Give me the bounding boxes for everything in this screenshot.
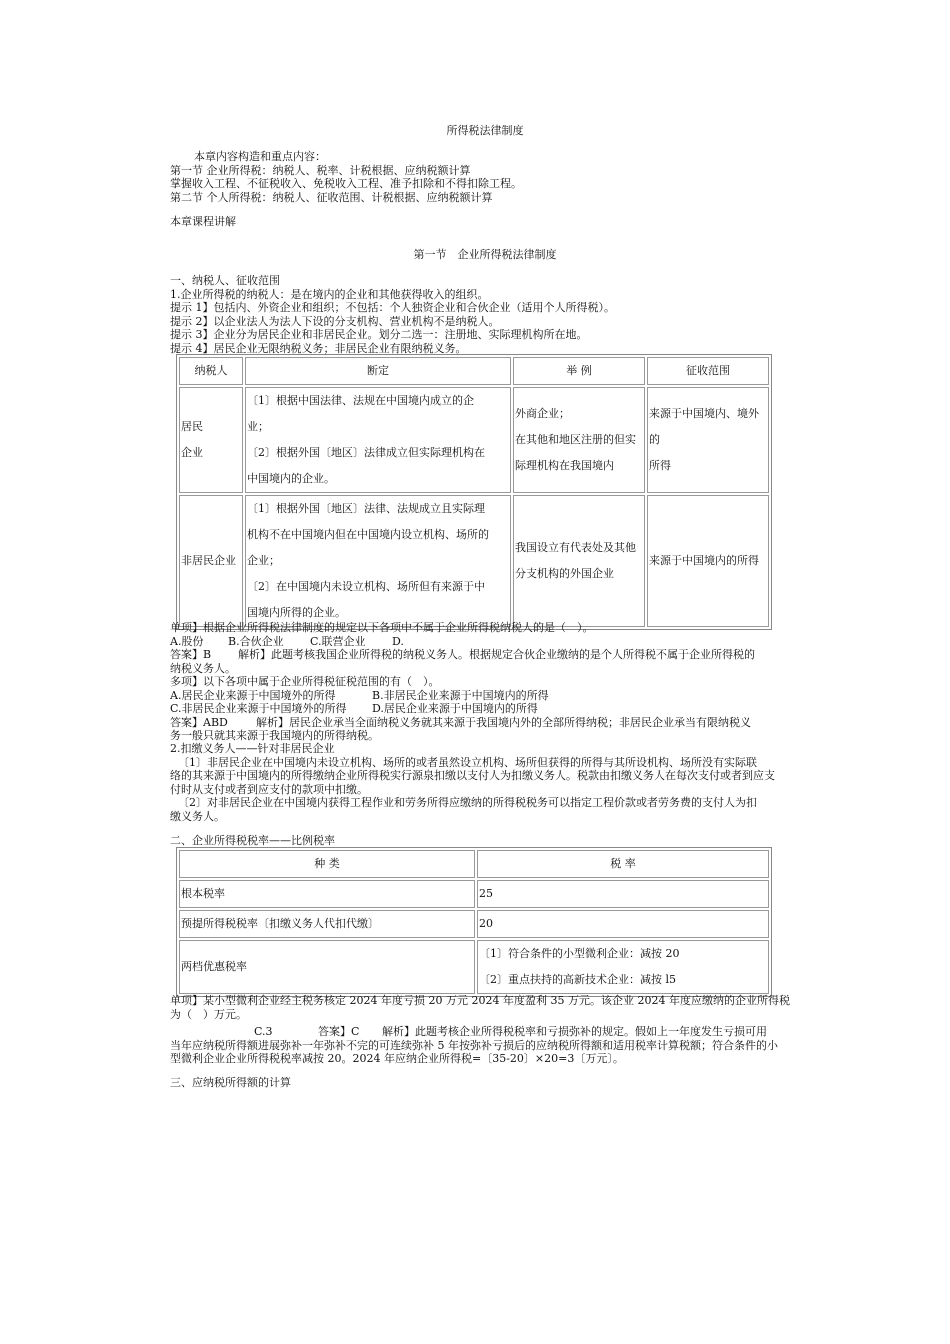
question-multi-2	[170, 675, 800, 743]
option-c: C.非居民企业来源于中国境外的所得	[170, 702, 347, 715]
question-stem: 单项】某小型微利企业经主税务核定 2024 年度亏损 20 万元 2024 年度盈利 35 万元。该企业 2024 年度应缴纳的企业所得税	[170, 994, 790, 1007]
table-header-cell: 种 类	[179, 850, 475, 878]
cell-line: 〔1〕根据外国〔地区〕法律、法规成立且实际理	[247, 502, 485, 515]
kind-cell: 预提所得税税率〔扣缴义务人代扣代缴〕	[179, 910, 475, 938]
cell-line: 20	[479, 917, 493, 930]
cell-line: 业；	[247, 420, 269, 433]
cell-line: 机构不在中国境内但在中国境内设立机构、场所的	[247, 528, 489, 541]
answer-line	[170, 1025, 800, 1039]
payer-cell	[179, 495, 243, 627]
overview-line: 掌握收入工程、不征税收入、免税收入工程、准予扣除和不得扣除工程。	[170, 177, 522, 190]
withholding-agent-section	[170, 742, 800, 823]
option-b: B.非居民企业来源于中国境内的所得	[372, 688, 549, 702]
question-stem-cont: 为（ ）万元。	[170, 1007, 247, 1021]
criteria-cell	[245, 495, 511, 627]
overview-heading: 本章内容构造和重点内容：	[194, 150, 326, 163]
question-single-1	[170, 621, 800, 675]
question-single-3	[170, 994, 800, 1066]
table-row	[179, 880, 769, 908]
answer-analysis: 解析】居民企业承当全面纳税义务就其来源于我国境内外的全部所得纳税；非居民企业承当有限纳税义	[256, 715, 751, 729]
table-header-cell: 征收范围	[647, 357, 769, 385]
option-d: D.	[392, 634, 404, 648]
page-title: 所得税法律制度	[446, 124, 524, 137]
answer-label: 答案】ABD	[170, 715, 228, 729]
option-c: C.联营企业	[310, 634, 366, 648]
cell-line: 我国设立有代表处及其他	[515, 541, 636, 554]
table-row	[179, 387, 769, 493]
table-row	[179, 495, 769, 627]
taxpayer-section	[170, 274, 800, 355]
question-options	[170, 689, 800, 703]
cell-line: 〔2〕在中国境内未设立机构、场所但有来源于中	[247, 580, 485, 593]
point-text: 1.企业所得税的纳税人：是在境内的企业和其他获得收入的组织。	[170, 287, 489, 301]
payer-cell	[179, 387, 243, 493]
cell-line: 〔1〕符合条件的小型微利企业：减按 20	[479, 947, 680, 960]
table-header-cell: 纳税人	[179, 357, 243, 385]
kind-cell: 根本税率	[179, 880, 475, 908]
paragraph-line: 缴义务人。	[170, 809, 225, 823]
cell-line: 分支机构的外国企业	[515, 567, 614, 580]
cell-line: 非居民企业	[181, 554, 236, 567]
tip-text: 提示 1】包括内、外资企业和组织；不包括：个人独资企业和合伙企业（适用个人所得税）。	[170, 301, 615, 314]
option-a: A.股份	[170, 634, 204, 648]
rate-cell	[477, 940, 769, 994]
part-heading: 三、应纳税所得额的计算	[170, 1076, 291, 1089]
scope-cell	[647, 387, 769, 493]
table-header-cell: 举 例	[513, 357, 645, 385]
table-header-cell: 断定	[245, 357, 511, 385]
cell-line: 来源于中国境内的所得	[649, 554, 759, 567]
answer-label: 答案】B	[170, 648, 212, 661]
cell-line: 〔2〕重点扶持的高新技术企业：减按 l5	[479, 973, 677, 986]
tip-text: 提示 3】企业分为居民企业和非居民企业。划分二选一：注册地、实际理机构所在地。	[170, 328, 588, 341]
option-b: B.合伙企业	[228, 634, 284, 648]
cell-line: 居民	[181, 420, 203, 433]
cell-line: 来源于中国境内、境外的	[649, 407, 759, 446]
part-heading: 二、企业所得税税率——比例税率	[170, 834, 335, 847]
question-options	[170, 702, 800, 716]
answer-line	[170, 648, 800, 662]
example-cell	[513, 387, 645, 493]
criteria-cell	[245, 387, 511, 493]
example-cell	[513, 495, 645, 627]
table-header-row	[179, 357, 769, 385]
cell-line: 中国境内的企业。	[247, 472, 335, 485]
lecture-label: 本章课程讲解	[170, 215, 236, 228]
taxpayer-table	[176, 354, 772, 630]
answer-analysis: 解析】此题考核企业所得税税率和亏损弥补的规定。假如上一年度发生亏损可用	[382, 1025, 767, 1038]
cell-line: 所得	[649, 459, 671, 472]
table-header-cell: 税 率	[477, 850, 769, 878]
table-row	[179, 940, 769, 994]
table-header-row	[179, 850, 769, 878]
cell-line: 〔2〕根据外国〔地区〕法律成立但实际理机构在	[247, 446, 485, 459]
question-options	[170, 635, 800, 649]
table-row	[179, 910, 769, 938]
option-a: A.居民企业来源于中国境外的所得	[170, 688, 336, 702]
option-d: D.居民企业来源于中国境内的所得	[372, 702, 538, 715]
answer-analysis-cont: 型微利企业企业所得税税率减按 20。2024 年应纳企业所得税=〔35-20〕×20=3〔万元〕。	[170, 1052, 624, 1065]
overview-line: 第一节 企业所得税：纳税人、税率、计税根据、应纳税额计算	[170, 163, 471, 177]
scope-cell	[647, 495, 769, 627]
question-stem: 多项】以下各项中属于企业所得税征税范围的有（ ）。	[170, 675, 440, 688]
overview-line: 第二节 个人所得税：纳税人、征收范围、计税根据、应纳税额计算	[170, 190, 493, 204]
section-heading: 第一节 企业所得税法律制度	[413, 248, 557, 261]
cell-line: 际理机构在我国境内	[515, 459, 614, 472]
tax-rate-table	[176, 847, 772, 997]
cell-line: 在其他和地区注册的但实	[515, 433, 636, 446]
answer-label: 答案】C	[318, 1025, 360, 1038]
rate-cell	[477, 880, 769, 908]
cell-line: 外商企业；	[515, 407, 570, 420]
chapter-overview	[170, 150, 800, 204]
paragraph-line: 〔1〕非居民企业在中国境内未设立机构、场所的或者虽然设立机构、场所但获得的所得与其所设机构、场所没有实际联	[178, 755, 757, 769]
answer-line	[170, 716, 800, 730]
cell-line: 25	[479, 887, 493, 900]
point-heading: 2.扣缴义务人——针对非居民企业	[170, 742, 335, 755]
answer-analysis-cont: 当年应纳税所得额进展弥补一年弥补不完的可连续弥补 5 年按弥补亏损后的应纳税所得额和适用税率计算税额；符合条件的小	[170, 1038, 778, 1052]
cell-line: 〔1〕根据中国法律、法规在中国境内成立的企	[247, 394, 474, 407]
cell-line: 企业；	[247, 554, 280, 567]
question-stem: 单项】根据企业所得税法律制度的规定以下各项中不属于企业所得税纳税人的是（ ）。	[170, 621, 594, 634]
paragraph-line: 〔2〕对非居民企业在中国境内获得工程作业和劳务所得应缴纳的所得税税务可以指定工程价款或者劳务费的支付人为扣	[178, 796, 757, 809]
answer-analysis: 解析】此题考核我国企业所得税的纳税义务人。根据规定合伙企业缴纳的是个人所得税不属于企业所得税的	[238, 648, 755, 661]
kind-cell: 两档优惠税率	[179, 940, 475, 994]
paragraph-line: 络的其来源于中国境内的所得缴纳企业所得税实行源泉扣缴以支付人为扣缴义务人。税款由扣缴义务人在每次支付或者到应支	[170, 769, 775, 782]
option-c: C.3	[254, 1025, 273, 1038]
cell-line: 企业	[181, 446, 203, 459]
cell-line: 国境内所得的企业。	[247, 606, 346, 619]
answer-analysis-cont: 纳税义务人。	[170, 661, 236, 675]
tip-text: 提示 4】居民企业无限纳税义务；非居民企业有限纳税义务。	[170, 341, 467, 355]
paragraph-line: 付时从支付或者到应支付的款项中扣缴。	[170, 782, 368, 796]
rate-cell	[477, 910, 769, 938]
part-heading: 一、纳税人、征收范围	[170, 274, 280, 287]
tip-text: 提示 2】以企业法人为法人下设的分支机构、营业机构不是纳税人。	[170, 314, 500, 328]
answer-analysis-cont: 务一般只就其来源于我国境内的所得纳税。	[170, 729, 379, 742]
